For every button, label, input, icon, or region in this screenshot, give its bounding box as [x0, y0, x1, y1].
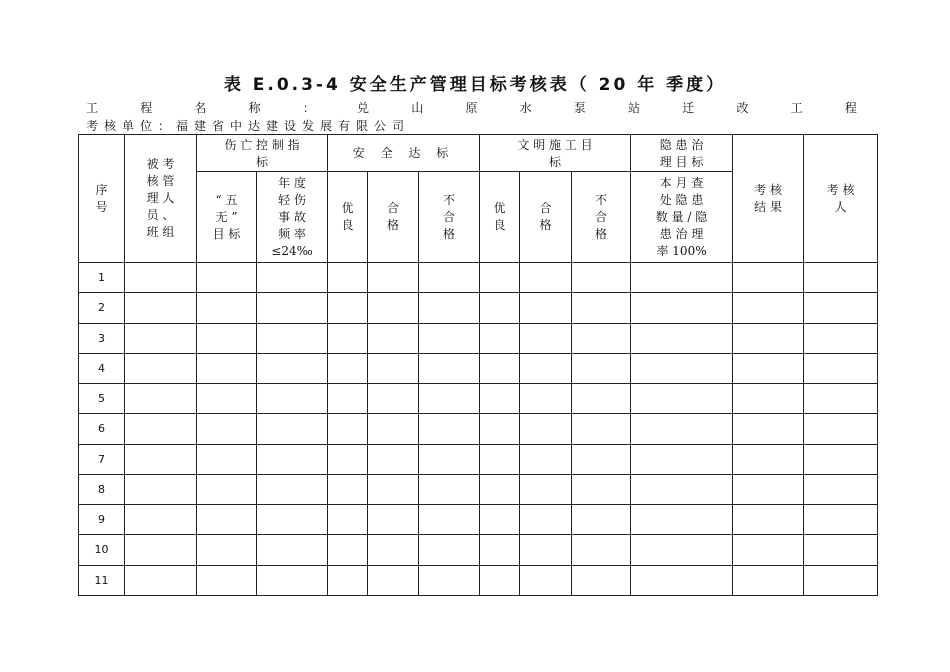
table-cell[interactable]	[328, 414, 368, 444]
table-cell[interactable]	[572, 535, 631, 565]
table-cell[interactable]	[733, 535, 804, 565]
table-cell[interactable]	[368, 353, 419, 383]
table-cell[interactable]	[733, 444, 804, 474]
table-cell[interactable]	[368, 565, 419, 595]
header-civil-pass: 合 格	[520, 172, 572, 263]
table-cell[interactable]	[368, 293, 419, 323]
table-cell[interactable]	[368, 505, 419, 535]
table-cell[interactable]	[480, 474, 520, 504]
header-hazard-rate: 本 月 查 处 隐 患 数 量 / 隐 患 治 理 率 100%	[631, 172, 733, 263]
header-safety-fail: 不 合 格	[419, 172, 480, 263]
table-cell[interactable]	[733, 565, 804, 595]
table-cell[interactable]	[368, 535, 419, 565]
table-cell[interactable]	[520, 414, 572, 444]
project-char: 改	[736, 101, 749, 115]
table-cell[interactable]	[197, 414, 257, 444]
table-cell[interactable]	[257, 353, 328, 383]
project-char: 泵	[573, 101, 586, 115]
table-cell[interactable]	[480, 505, 520, 535]
table-cell[interactable]	[328, 565, 368, 595]
row-number: 11	[79, 565, 125, 595]
table-cell[interactable]	[368, 384, 419, 414]
project-char: 迁	[682, 101, 695, 115]
table-cell[interactable]	[480, 444, 520, 474]
table-cell[interactable]	[804, 263, 878, 293]
table-cell[interactable]	[419, 293, 480, 323]
table-cell[interactable]	[197, 505, 257, 535]
table-cell[interactable]	[804, 444, 878, 474]
table-cell[interactable]	[257, 565, 328, 595]
assessment-table	[78, 134, 878, 596]
table-cell[interactable]	[572, 565, 631, 595]
project-char: 程	[844, 101, 857, 115]
header-injury-rate: 年 度 轻 伤 事 故 频 率 ≤24‰	[257, 172, 328, 263]
header-safety-standard: 安 全 达 标	[328, 135, 480, 172]
table-cell[interactable]	[520, 474, 572, 504]
table-cell[interactable]	[572, 323, 631, 353]
table-cell[interactable]	[520, 565, 572, 595]
table-cell[interactable]	[257, 444, 328, 474]
table-cell[interactable]	[419, 384, 480, 414]
table-cell[interactable]	[328, 535, 368, 565]
table-cell[interactable]	[125, 293, 197, 323]
table-cell[interactable]	[125, 323, 197, 353]
header-civil-excellent: 优 良	[480, 172, 520, 263]
table-cell[interactable]	[572, 384, 631, 414]
row-number: 1	[79, 263, 125, 293]
project-char: 兑	[357, 101, 370, 115]
table-cell[interactable]	[328, 444, 368, 474]
table-cell[interactable]	[419, 414, 480, 444]
row-number: 2	[79, 293, 125, 323]
table-cell[interactable]	[368, 323, 419, 353]
table-cell[interactable]	[733, 293, 804, 323]
table-cell[interactable]	[368, 444, 419, 474]
header-civilized-construction: 文 明 施 工 目 标	[480, 135, 631, 172]
table-cell[interactable]	[197, 444, 257, 474]
table-cell[interactable]	[197, 474, 257, 504]
project-char: 称	[248, 101, 261, 115]
table-cell[interactable]	[804, 384, 878, 414]
row-number: 6	[79, 414, 125, 444]
table-cell[interactable]	[257, 323, 328, 353]
table-cell[interactable]	[368, 414, 419, 444]
table-cell[interactable]	[419, 353, 480, 383]
table-cell[interactable]	[520, 535, 572, 565]
row-number: 9	[79, 505, 125, 535]
table-cell[interactable]	[197, 293, 257, 323]
table-cell[interactable]	[804, 414, 878, 444]
table-cell[interactable]	[631, 414, 733, 444]
row-number: 10	[79, 535, 125, 565]
table-cell[interactable]	[328, 263, 368, 293]
table-cell[interactable]	[419, 535, 480, 565]
form-title: 表 E.0.3-4 安全生产管理目标考核表（ 20 年 季度）	[223, 75, 727, 95]
table-cell[interactable]	[480, 535, 520, 565]
header-result: 考 核 结 果	[733, 135, 804, 263]
project-char: ：	[302, 101, 315, 115]
project-char: 站	[628, 101, 641, 115]
table-cell[interactable]	[257, 414, 328, 444]
table-cell[interactable]	[197, 384, 257, 414]
table-cell[interactable]	[480, 263, 520, 293]
table-cell[interactable]	[419, 263, 480, 293]
header-safety-pass: 合 格	[368, 172, 419, 263]
table-cell[interactable]	[631, 505, 733, 535]
table-cell[interactable]	[520, 444, 572, 474]
table-cell[interactable]	[804, 293, 878, 323]
table-row	[79, 384, 878, 414]
assessment-unit-line: 考核单位：福建省中达建设发展有限公司	[86, 119, 411, 133]
project-char: 水	[519, 101, 532, 115]
table-cell[interactable]	[125, 444, 197, 474]
row-number: 8	[79, 474, 125, 504]
project-char: 名	[194, 101, 207, 115]
table-cell[interactable]	[419, 474, 480, 504]
table-cell[interactable]	[480, 384, 520, 414]
table-cell[interactable]	[328, 353, 368, 383]
header-civil-fail: 不 合 格	[572, 172, 631, 263]
table-cell[interactable]	[328, 323, 368, 353]
table-cell[interactable]	[520, 263, 572, 293]
table-cell[interactable]	[480, 353, 520, 383]
table-cell[interactable]	[631, 474, 733, 504]
table-cell[interactable]	[257, 384, 328, 414]
table-cell[interactable]	[257, 263, 328, 293]
table-cell[interactable]	[631, 323, 733, 353]
table-cell[interactable]	[804, 565, 878, 595]
table-cell[interactable]	[631, 535, 733, 565]
table-cell[interactable]	[480, 414, 520, 444]
table-cell[interactable]	[480, 565, 520, 595]
table-cell[interactable]	[733, 353, 804, 383]
project-char: 工	[790, 101, 803, 115]
table-cell[interactable]	[197, 323, 257, 353]
header-hazard-group: 隐 患 治 理 目 标	[631, 135, 733, 172]
table-row	[79, 414, 878, 444]
table-cell[interactable]	[480, 323, 520, 353]
row-number: 5	[79, 384, 125, 414]
project-char: 工	[86, 101, 99, 115]
table-row	[79, 293, 878, 323]
table-cell[interactable]	[631, 293, 733, 323]
table-cell[interactable]	[125, 263, 197, 293]
table-cell[interactable]	[125, 384, 197, 414]
table-cell[interactable]	[572, 414, 631, 444]
table-cell[interactable]	[328, 474, 368, 504]
table-cell[interactable]	[804, 505, 878, 535]
row-number: 7	[79, 444, 125, 474]
table-cell[interactable]	[572, 505, 631, 535]
table-cell[interactable]	[520, 293, 572, 323]
table-cell[interactable]	[804, 535, 878, 565]
table-cell[interactable]	[328, 384, 368, 414]
table-cell[interactable]	[733, 384, 804, 414]
table-cell[interactable]	[733, 323, 804, 353]
header-five-none: “ 五 无 ” 目 标	[197, 172, 257, 263]
table-row	[79, 263, 878, 293]
header-injury-control: 伤 亡 控 制 指 标	[197, 135, 328, 172]
project-char: 山	[411, 101, 424, 115]
table-cell[interactable]	[733, 414, 804, 444]
table-cell[interactable]	[520, 323, 572, 353]
table-cell[interactable]	[125, 565, 197, 595]
header-assessor: 考 核 人	[804, 135, 878, 263]
project-char: 程	[140, 101, 153, 115]
table-cell[interactable]	[520, 384, 572, 414]
row-number: 4	[79, 353, 125, 383]
table-cell[interactable]	[328, 293, 368, 323]
table-cell[interactable]	[125, 505, 197, 535]
table-row	[79, 323, 878, 353]
table-cell[interactable]	[419, 505, 480, 535]
table-cell[interactable]	[257, 293, 328, 323]
table-cell[interactable]	[733, 474, 804, 504]
table-cell[interactable]	[197, 565, 257, 595]
table-cell[interactable]	[631, 353, 733, 383]
table-row	[79, 505, 878, 535]
table-cell[interactable]	[257, 474, 328, 504]
table-cell[interactable]	[572, 353, 631, 383]
table-cell[interactable]	[419, 323, 480, 353]
table-cell[interactable]	[733, 505, 804, 535]
table-cell[interactable]	[368, 474, 419, 504]
table-cell[interactable]	[125, 353, 197, 383]
table-cell[interactable]	[480, 293, 520, 323]
table-row	[79, 535, 878, 565]
table-cell[interactable]	[631, 384, 733, 414]
table-row	[79, 353, 878, 383]
table-cell[interactable]	[572, 293, 631, 323]
table-cell[interactable]	[572, 474, 631, 504]
project-char: 原	[465, 101, 478, 115]
header-safety-excellent: 优 良	[328, 172, 368, 263]
table-cell[interactable]	[197, 535, 257, 565]
table-cell[interactable]	[257, 535, 328, 565]
table-cell[interactable]	[572, 263, 631, 293]
table-cell[interactable]	[419, 444, 480, 474]
table-cell[interactable]	[197, 263, 257, 293]
table-cell[interactable]	[572, 444, 631, 474]
table-row	[79, 474, 878, 504]
table-row	[79, 565, 878, 595]
table-cell[interactable]	[125, 414, 197, 444]
project-name-line	[86, 99, 857, 115]
table-cell[interactable]	[368, 263, 419, 293]
table-cell[interactable]	[631, 444, 733, 474]
table-row	[79, 444, 878, 474]
table-cell[interactable]	[804, 353, 878, 383]
table-cell[interactable]	[125, 535, 197, 565]
table-cell[interactable]	[125, 474, 197, 504]
table-cell[interactable]	[520, 505, 572, 535]
table-cell[interactable]	[804, 323, 878, 353]
table-cell[interactable]	[804, 474, 878, 504]
table-cell[interactable]	[419, 565, 480, 595]
header-assessed: 被 考 核 管 理 人 员 、 班 组	[125, 135, 197, 263]
table-cell[interactable]	[631, 263, 733, 293]
table-cell[interactable]	[733, 263, 804, 293]
table-cell[interactable]	[328, 505, 368, 535]
table-cell[interactable]	[257, 505, 328, 535]
header-seq: 序 号	[79, 135, 125, 263]
row-number: 3	[79, 323, 125, 353]
table-cell[interactable]	[520, 353, 572, 383]
table-cell[interactable]	[197, 353, 257, 383]
table-cell[interactable]	[631, 565, 733, 595]
